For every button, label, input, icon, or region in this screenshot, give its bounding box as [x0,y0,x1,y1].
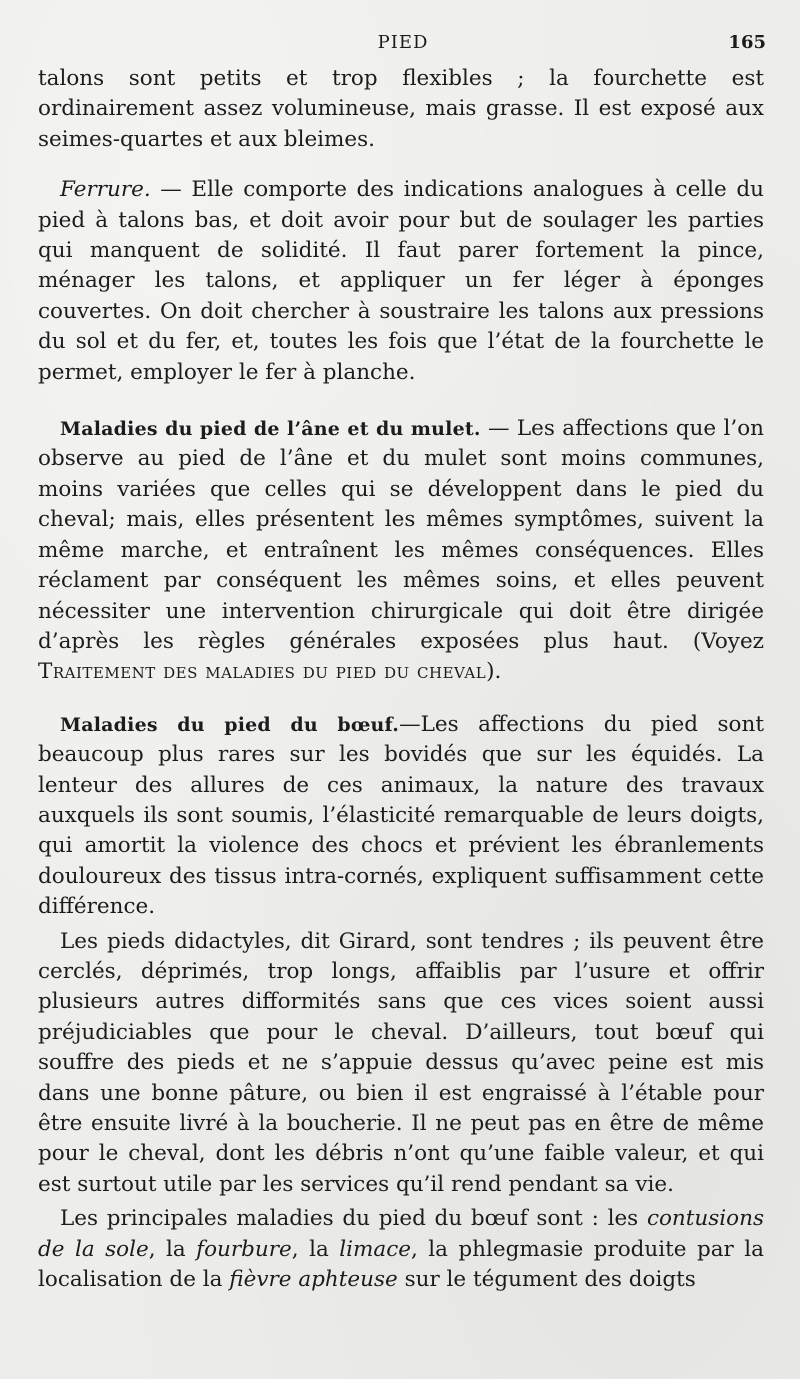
section-title-ferrure: Ferrure. [60,177,151,203]
paragraph-ane-mulet [38,414,764,688]
paragraph-text: Les affections du pied sont beaucoup plus rares sur les bovidés que sur les équidés. La lenteur des allures de ces animaux, la nature des travaux auxquels ils sont soumis, l’élasticité remarquable de leurs doigts, qui amortit la violence des chocs et prévient les ébranlements douloureux des tissus intra-cornés, expliquent suffisamment cette différence. [38,711,764,920]
paragraph-text: Les principales maladies du pied du bœuf sont : les [60,1206,647,1232]
cross-reference: Traitement des maladies du pied du cheval [38,659,487,685]
term-limace: limace [339,1236,411,1262]
paragraph-continuation [38,64,764,155]
term-fievre-aphteuse: fièvre aphteuse [229,1267,398,1293]
title-dash: — [399,711,421,737]
paragraph-ferrure [38,175,764,388]
paragraph-boeuf [38,710,764,923]
section-title-ane-mulet: Maladies du pied de l’âne et du mulet. [60,418,481,441]
paragraph-text: Elle comporte des indications analogues à celle du pied à talons bas, et doit avoir pour but de soulager les parties qui manquent de solidité. Il faut parer fortement la pince, ménager les talons, et appliquer un fer léger à éponges couvertes. On doit chercher à soustraire les talons aux pressions du sol et du fer, et, toutes les fois que l’état de la fourchette le permet, employer le fer à planche. [38,177,764,385]
paragraph-text: , la [148,1236,197,1262]
title-dash: — [150,177,192,203]
term-fourbure: fourbure [196,1236,292,1262]
page-number: 165 [728,32,766,53]
paragraph-text: , la phlegmasie produite par la localisation de la [38,1236,764,1293]
paragraph-text: talons sont petits et trop flexibles ; la fourchette est ordinairement assez volumineuse, mais grasse. Il est exposé aux seimes-quartes et aux bleimes. [38,66,764,152]
paragraph-text-end: ). [486,659,502,685]
running-head: PIED [377,32,429,53]
paragraph-text: Les pieds didactyles, dit Girard, sont tendres ; ils peuvent être cerclés, déprimés, trop longs, affaiblis par l’usure et offrir plusieurs autres difformités sans que ces vices soient aussi préjudiciables que pour le cheval. D’ailleurs, tout bœuf qui souffre des pieds et ne s’appuie dessus qu’avec peine est mis dans une bonne pâture, ou bien il est engraissé à l’étable pour être ensuite livré à la boucherie. Il ne peut pas en être de même pour le cheval, dont les débris n’ont qu’une faible valeur, et qui est surtout utile par les services qu’il rend pendant sa vie. [38,928,764,1197]
paragraph-text: sur le tégument des doigts [397,1267,696,1293]
paragraph-text: Les affections que l’on observe au pied de l’âne et du mulet sont moins communes, moins variées que celles qui se développent dans le pied du cheval; mais, elles présentent les mêmes symptômes, suivent la même marche, et entraînent les mêmes conséquences. Elles réclament par conséquent les mêmes soins, et elles peuvent nécessiter une intervention chirurgicale qui doit être dirigée d’après les règles générales exposées plus haut. (Voyez [38,416,764,654]
page-header [40,32,766,58]
term-contusions: contusions de la sole [38,1206,764,1262]
title-dash: — [480,416,517,442]
paragraph-text: , la [291,1236,340,1262]
body-text [38,64,764,1299]
paragraph-principales-maladies [38,1204,764,1295]
section-title-boeuf: Maladies du pied du bœuf. [60,713,400,736]
paragraph-girard [38,927,764,1201]
